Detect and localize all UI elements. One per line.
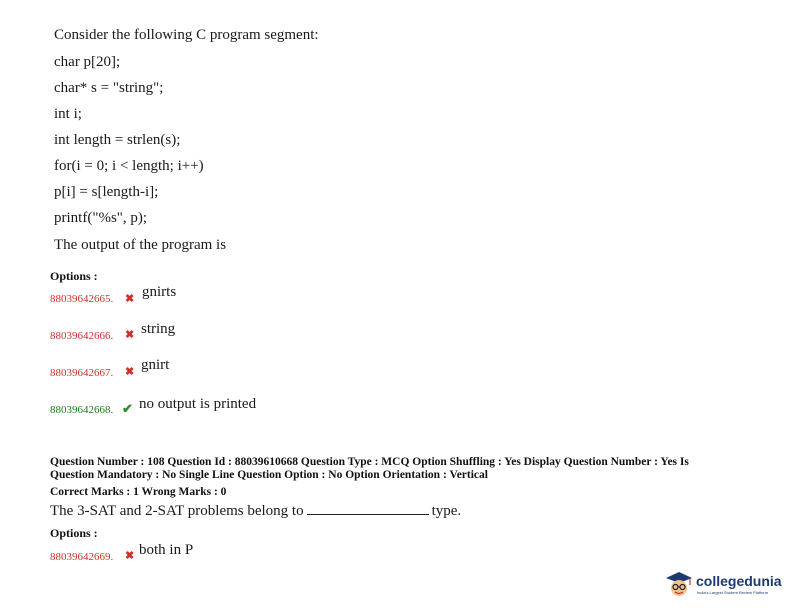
option-id: 88039642667. bbox=[50, 367, 114, 379]
option-id: 88039642669. bbox=[50, 551, 114, 563]
option-id: 88039642668. bbox=[50, 404, 114, 416]
code-line-5: for(i = 0; i < length; i++) bbox=[54, 158, 204, 174]
wrong-mark-icon: ✖ bbox=[125, 293, 135, 305]
option-text: no output is printed bbox=[139, 396, 257, 412]
check-mark-icon: ✔ bbox=[122, 401, 133, 416]
code-line-2: char* s = "string"; bbox=[54, 80, 164, 96]
code-line-4: int length = strlen(s); bbox=[54, 132, 181, 148]
question-text bbox=[50, 502, 461, 520]
question-meta-line-1: Question Number : 108 Question Id : 88039610668 Question Type : MCQ Option Shuffling : Yes Display Question Number : Yes Is bbox=[50, 456, 689, 468]
code-line-6: p[i] = s[length-i]; bbox=[54, 184, 159, 200]
option-text: gnirt bbox=[141, 357, 170, 373]
wrong-mark-icon: ✖ bbox=[125, 550, 135, 562]
option-text: both in P bbox=[139, 542, 194, 558]
graduate-cap-icon bbox=[664, 570, 694, 598]
question-line-2: The output of the program is bbox=[54, 237, 227, 253]
question-meta-line-2: Question Mandatory : No Single Line Question Option : No Option Orientation : Vertical bbox=[50, 469, 488, 481]
option-text: gnirts bbox=[142, 284, 177, 300]
option-id: 88039642666. bbox=[50, 330, 114, 342]
code-line-7: printf("%s", p); bbox=[54, 210, 148, 226]
question-line-1: Consider the following C program segment: bbox=[54, 27, 319, 43]
answer-blank bbox=[307, 502, 429, 515]
collegedunia-logo bbox=[664, 570, 786, 600]
option-id: 88039642665. bbox=[50, 293, 114, 305]
options-label: Options : bbox=[50, 526, 98, 540]
code-line-3: int i; bbox=[54, 106, 82, 122]
question-text-after: type. bbox=[431, 503, 462, 519]
question-text-before: The 3-SAT and 2-SAT problems belong to bbox=[50, 503, 304, 519]
marks-info: Correct Marks : 1 Wrong Marks : 0 bbox=[50, 486, 227, 498]
logo-tagline: India's Largest Student Review Platform bbox=[697, 590, 769, 595]
wrong-mark-icon: ✖ bbox=[125, 366, 135, 378]
option-text: string bbox=[141, 321, 176, 337]
code-line-1: char p[20]; bbox=[54, 54, 121, 70]
options-label: Options : bbox=[50, 269, 98, 283]
logo-name: collegedunia bbox=[696, 573, 782, 589]
wrong-mark-icon: ✖ bbox=[125, 329, 135, 341]
